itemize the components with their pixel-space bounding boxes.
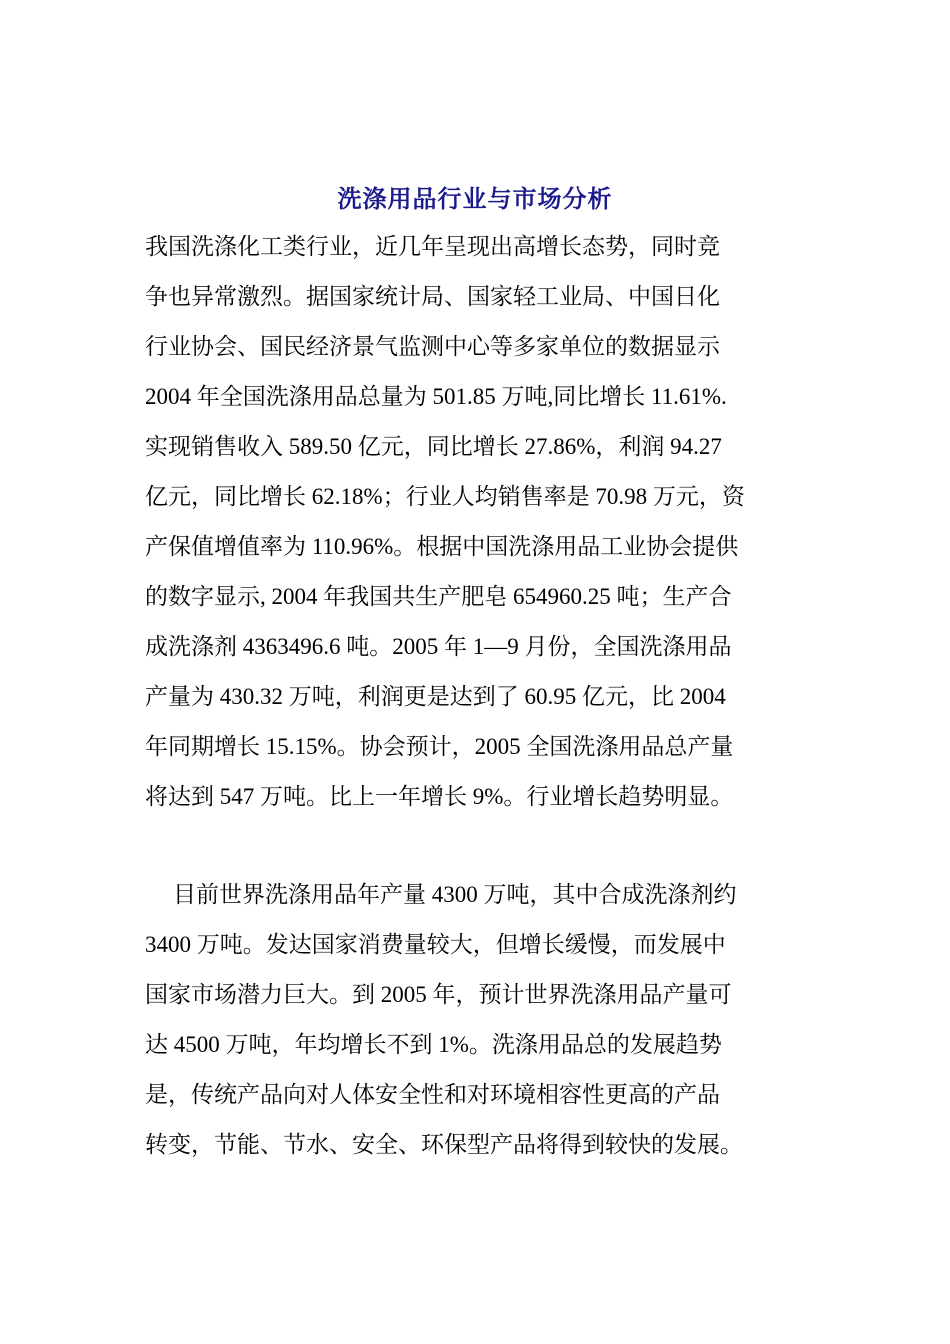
- paragraph-line: 国家市场潜力巨大。到 2005 年，预计世界洗涤用品产量可: [145, 982, 732, 1007]
- paragraph-line: 2004 年全国洗涤用品总量为 501.85 万吨,同比增长 11.61%.: [145, 384, 727, 409]
- paragraph-line: 3400 万吨。发达国家消费量较大，但增长缓慢，而发展中: [145, 932, 726, 957]
- paragraph-line: 我国洗涤化工类行业，近几年呈现出高增长态势，同时竞: [145, 234, 720, 259]
- paragraph-2: [145, 870, 807, 1170]
- paragraph-line: 转变，节能、节水、安全、环保型产品将得到较快的发展。: [145, 1132, 743, 1157]
- document-title: 洗涤用品行业与市场分析: [337, 184, 613, 213]
- paragraph-line: 是，传统产品向对人体安全性和对环境相容性更高的产品: [145, 1082, 720, 1107]
- paragraph-line: 亿元，同比增长 62.18%；行业人均销售率是 70.98 万元，资: [145, 484, 745, 509]
- paragraph-line: 产量为 430.32 万吨，利润更是达到了 60.95 亿元，比 2004: [145, 684, 726, 709]
- paragraph-line: 成洗涤剂 4363496.6 吨。2005 年 1—9 月份，全国洗涤用品: [145, 634, 732, 659]
- paragraph-line: 的数字显示, 2004 年我国共生产肥皂 654960.25 吨；生产合: [145, 584, 732, 609]
- paragraph-line: 将达到 547 万吨。比上一年增长 9%。行业增长趋势明显。: [145, 784, 734, 809]
- paragraph-line: 年同期增长 15.15%。协会预计，2005 全国洗涤用品总产量: [145, 734, 734, 759]
- paragraph-line: 行业协会、国民经济景气监测中心等多家单位的数据显示: [145, 334, 720, 359]
- paragraph-line: 产保值增值率为 110.96%。根据中国洗涤用品工业协会提供: [145, 534, 739, 559]
- paragraph-line: 争也异常激烈。据国家统计局、国家轻工业局、中国日化: [145, 284, 720, 309]
- paragraph-1: [145, 222, 807, 822]
- paragraph-line: 目前世界洗涤用品年产量 4300 万吨，其中合成洗涤剂约: [173, 882, 737, 907]
- paragraph-line: 达 4500 万吨，年均增长不到 1%。洗涤用品总的发展趋势: [145, 1032, 722, 1057]
- paragraph-line: 实现销售收入 589.50 亿元，同比增长 27.86%，利润 94.27: [145, 434, 722, 459]
